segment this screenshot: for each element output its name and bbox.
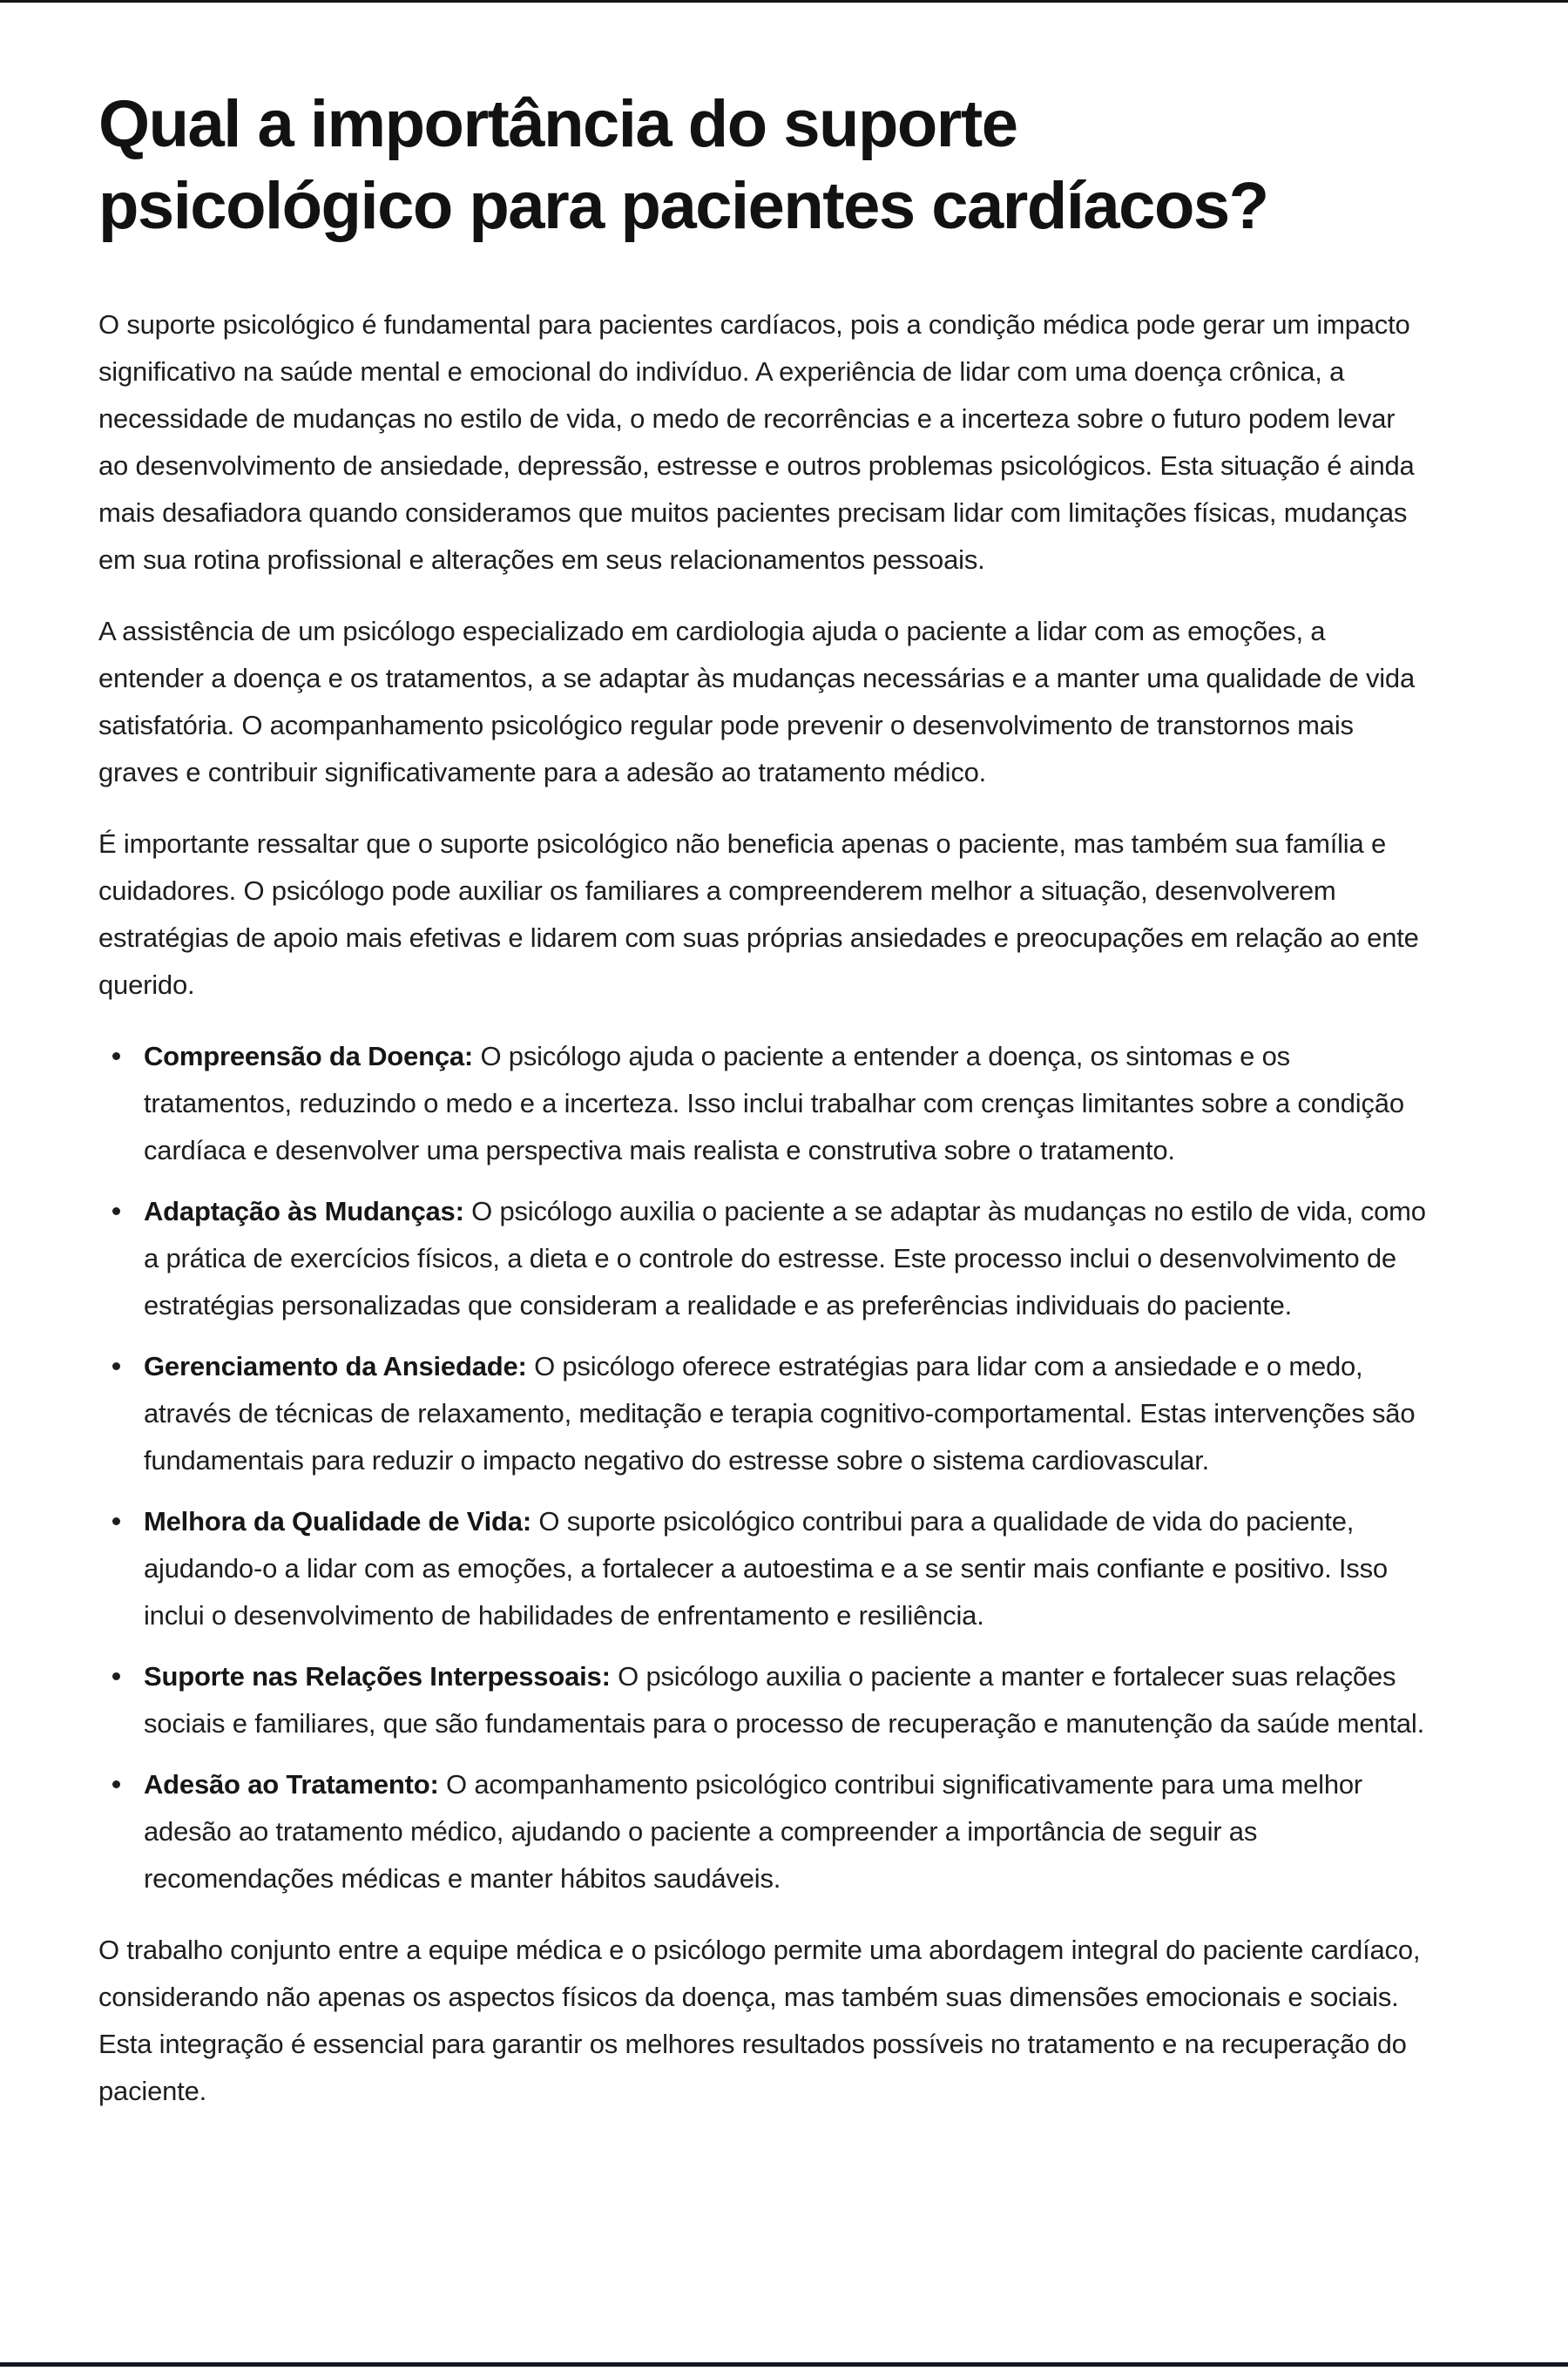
top-border-line	[0, 0, 1568, 3]
list-item	[144, 1033, 1431, 1174]
list-item-label: Suporte nas Relações Interpessoais:	[144, 1661, 611, 1692]
list-item	[144, 1498, 1431, 1639]
list-item-label: Adesão ao Tratamento:	[144, 1769, 439, 1800]
list-item-text: O psicólogo oferece estratégias para lidar com a ansiedade e o medo, através de técnicas de relaxamento, meditação e terapia cognitivo-comportamental. Estas intervenções são fundamentais para reduzir o impacto negativo do estresse sobre o sistema cardiovascular.	[144, 1351, 1416, 1476]
list-item	[144, 1343, 1431, 1484]
list-item-label: Gerenciamento da Ansiedade:	[144, 1351, 527, 1381]
page-title	[98, 84, 1431, 247]
list-item-text: O suporte psicológico contribui para a qualidade de vida do paciente, ajudando-o a lidar com as emoções, a fortalecer a autoestima e a se sentir mais confiante e positivo. Isso inclui o desenvolvimento de habilidades de enfrentamento e resiliência.	[144, 1506, 1388, 1631]
intro-paragraph-3: É importante ressaltar que o suporte psicológico não beneficia apenas o paciente, mas também sua família e cuidadores. O psicólogo pode auxiliar os familiares a compreenderem melhor a situação, desenvolverem estratégias de apoio mais efetivas e lidarem com suas próprias ansiedades e preocupações em relação ao ente querido.	[98, 828, 1419, 1000]
benefits-list	[98, 1033, 1431, 1902]
page-title-line-2: psicológico para pacientes cardíacos?	[98, 169, 1268, 243]
list-item	[144, 1761, 1431, 1902]
list-item	[144, 1188, 1431, 1329]
list-item-text: O psicólogo auxilia o paciente a manter e fortalecer suas relações sociais e familiares, que são fundamentais para o processo de recuperação e manutenção da saúde mental.	[144, 1661, 1425, 1739]
intro-paragraph-2: A assistência de um psicólogo especializado em cardiologia ajuda o paciente a lidar com as emoções, a entender a doença e os tratamentos, a se adaptar às mudanças necessárias e a manter uma qualidade de vida satisfatória. O acompanhamento psicológico regular pode prevenir o desenvolvimento de transtornos mais graves e contribuir significativamente para a adesão ao tratamento médico.	[98, 616, 1416, 787]
list-item-text: O psicólogo auxilia o paciente a se adaptar às mudanças no estilo de vida, como a prática de exercícios físicos, a dieta e o controle do estresse. Este processo inclui o desenvolvimento de estratégias personalizadas que consideram a realidade e as preferências individuais do paciente.	[144, 1196, 1426, 1321]
bottom-divider-line	[0, 2362, 1568, 2367]
list-item-text: O psicólogo ajuda o paciente a entender a doença, os sintomas e os tratamentos, reduzindo o medo e a incerteza. Isso inclui trabalhar com crenças limitantes sobre a condição cardíaca e desenvolver uma perspectiva mais realista e construtiva sobre o tratamento.	[144, 1041, 1404, 1165]
closing-paragraph: O trabalho conjunto entre a equipe médica e o psicólogo permite uma abordagem integral do paciente cardíaco, considerando não apenas os aspectos físicos da doença, mas também suas dimensões emocionais e sociais. Esta integração é essencial para garantir os melhores resultados possíveis no tratamento e na recuperação do paciente.	[98, 1935, 1421, 2106]
list-item	[144, 1653, 1431, 1747]
list-item-label: Adaptação às Mudanças:	[144, 1196, 464, 1226]
page-title-line-1: Qual a importância do suporte	[98, 87, 1017, 161]
list-item-text: O acompanhamento psicológico contribui significativamente para uma melhor adesão ao tratamento médico, ajudando o paciente a compreender a importância de seguir as recomendações médicas e manter hábitos saudáveis.	[144, 1769, 1363, 1894]
list-item-label: Melhora da Qualidade de Vida:	[144, 1506, 531, 1537]
list-item-label: Compreensão da Doença:	[144, 1041, 474, 1071]
intro-paragraph-1: O suporte psicológico é fundamental para pacientes cardíacos, pois a condição médica pode gerar um impacto significativo na saúde mental e emocional do indivíduo. A experiência de lidar com uma doença crônica, a necessidade de mudanças no estilo de vida, o medo de recorrências e a incerteza sobre o futuro podem levar ao desenvolvimento de ansiedade, depressão, estresse e outros problemas psicológicos. Esta situação é ainda mais desafiadora quando consideramos que muitos pacientes precisam lidar com limitações físicas, mudanças em sua rotina profissional e alterações em seus relacionamentos pessoais.	[98, 309, 1415, 575]
